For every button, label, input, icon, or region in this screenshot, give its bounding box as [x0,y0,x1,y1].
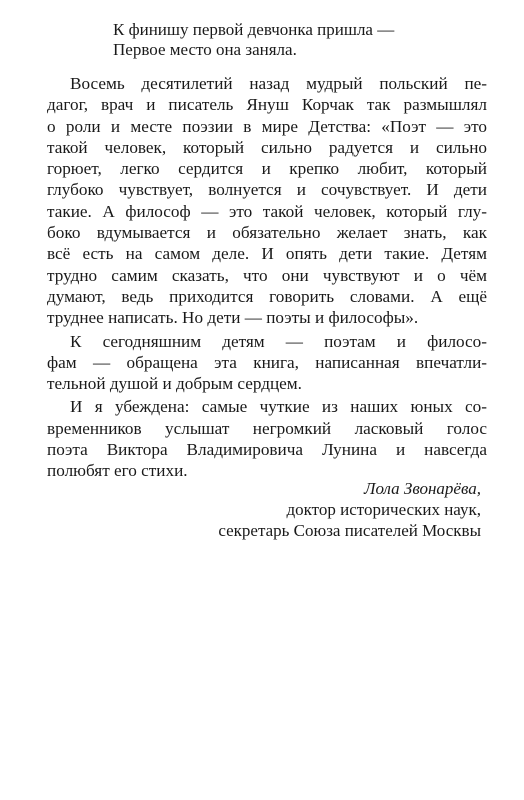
text-line: о роли и месте поэзии в мире Детства: «Поэт — это [47,116,487,136]
author-title: доктор исторических наук, [286,500,481,519]
text-line: глубоко чувствует, волнуется и сочувствует. И дети [47,180,487,200]
text-line: дагог, врач и писатель Януш Корчак так размышлял [47,95,487,115]
text-line: К сегодняшним детям — поэтам и филосо- [70,331,487,351]
author-name: Лола Звонарёва, [363,479,481,498]
text-line: думают, ведь приходится говорить словами. А ещё [47,286,487,306]
signature-block [218,478,481,541]
text-line: горюет, легко сердится и крепко любит, который [47,159,487,179]
epigraph [113,20,394,60]
text-line: такой человек, который сильно радуется и сильно [47,137,487,157]
text-line: труднее написать. Но дети — поэты и философы». [47,308,419,328]
text-line: И я убеждена: самые чуткие из наших юных со- [70,397,487,417]
text-line: такие. А философ — это такой человек, который глу- [47,201,487,221]
text-line: Восемь десятилетий назад мудрый польский пе- [70,74,487,93]
text-line: фам — обращена эта книга, написанная впечатли- [47,352,487,372]
text-line: полюбят его стихи. [47,461,188,481]
text-line: временников услышат негромкий ласковый голос [47,418,487,438]
main-text [47,73,487,484]
text-line: всё есть на самом деле. И опять дети такие. Детям [47,244,487,264]
text-line: поэта Виктора Владимировича Лунина и навсегда [47,440,487,460]
author-position: секретарь Союза писателей Москвы [218,521,481,540]
text-line: боко вдумывается и обязательно желает знать, как [47,223,487,243]
epigraph-line: Первое место она заняла. [113,40,297,59]
epigraph-line: К финишу первой девчонка пришла — [113,20,395,39]
paragraph-korczak-quote [47,73,487,329]
paragraph-conviction [47,396,487,481]
paragraph-dedication [47,331,487,395]
text-line: тельной душой и добрым сердцем. [47,374,302,394]
text-line: трудно самим сказать, что они чувствуют и о чём [47,265,487,285]
